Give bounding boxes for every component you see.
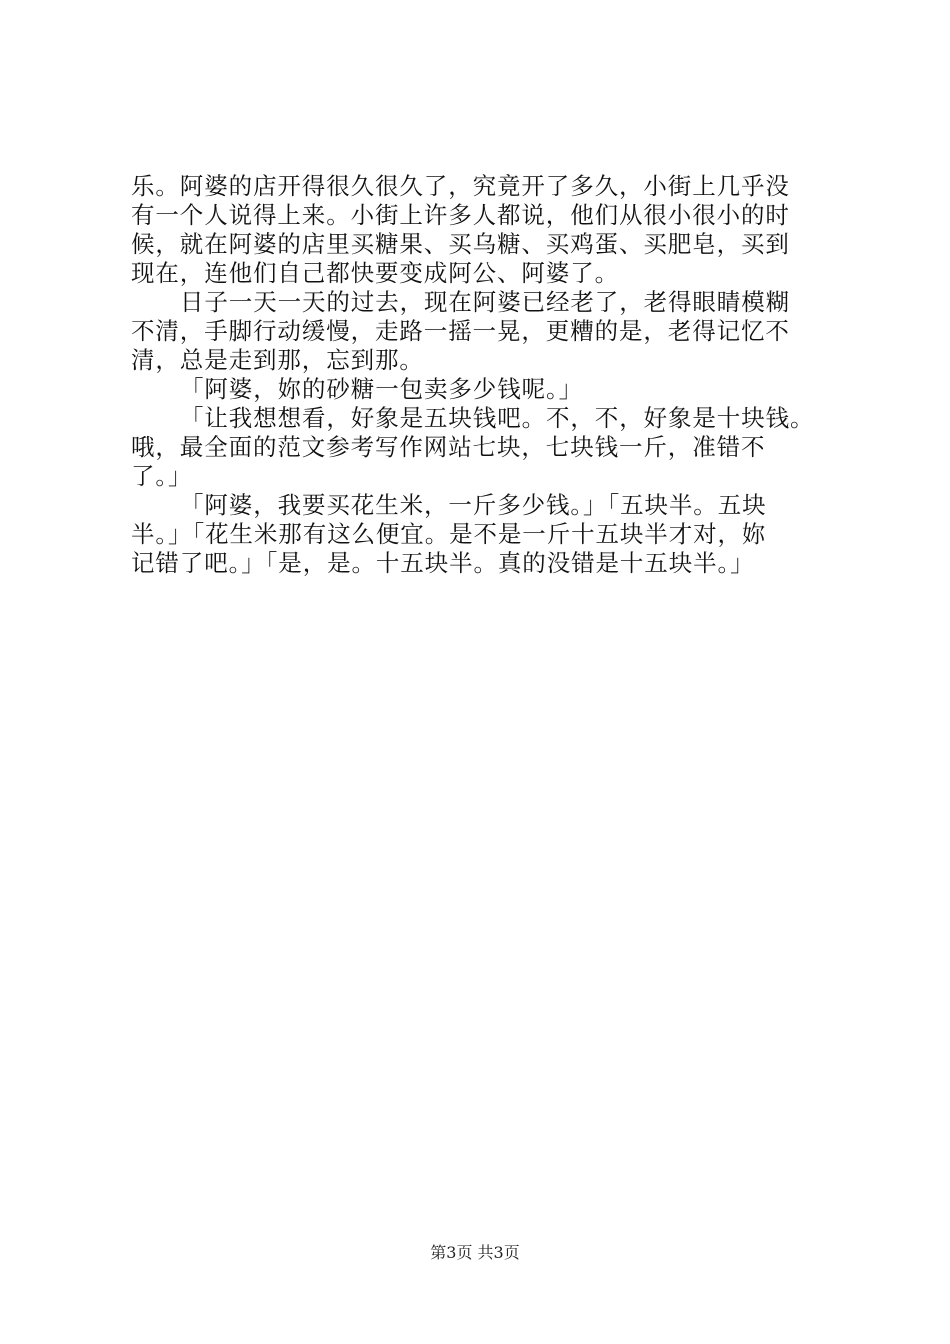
text-line: 「阿婆，我要买花生米，一斤多少钱。」「五块半。五块 [180, 491, 767, 519]
text-line: 「阿婆，妳的砂糖一包卖多少钱呢。」 [180, 375, 584, 403]
text-line: 日子一天一天的过去，现在阿婆已经老了，老得眼睛模糊 [180, 288, 790, 316]
text-line: 「让我想想看，好象是五块钱吧。不，不，好象是十块钱。 [180, 404, 815, 432]
text-line: 哦，最全面的范文参考写作网站七块，七块钱一斤，准错不 [131, 433, 766, 461]
text-line: 记错了吧。」「是，是。十五块半。真的没错是十五块半。」 [131, 549, 755, 577]
text-line: 现在，连他们自己都快要变成阿公、阿婆了。 [131, 259, 619, 287]
text-line: 不清，手脚行动缓慢，走路一摇一晃，更糟的是，老得记忆不 [131, 317, 790, 345]
text-line: 清，总是走到那，忘到那。 [131, 346, 424, 374]
document-body [131, 172, 831, 578]
text-line: 乐。阿婆的店开得很久很久了，究竟开了多久，小街上几乎没 [131, 172, 790, 200]
text-line: 候，就在阿婆的店里买糖果、买乌糖、买鸡蛋、买肥皂，买到 [131, 230, 790, 258]
page-number-footer: 第3页 共3页 [430, 1243, 520, 1262]
text-line: 了。」 [131, 462, 193, 490]
text-line: 有一个人说得上来。小街上许多人都说，他们从很小很小的时 [131, 201, 790, 229]
text-line: 半。」「花生米那有这么便宜。是不是一斤十五块半才对，妳 [131, 520, 767, 548]
